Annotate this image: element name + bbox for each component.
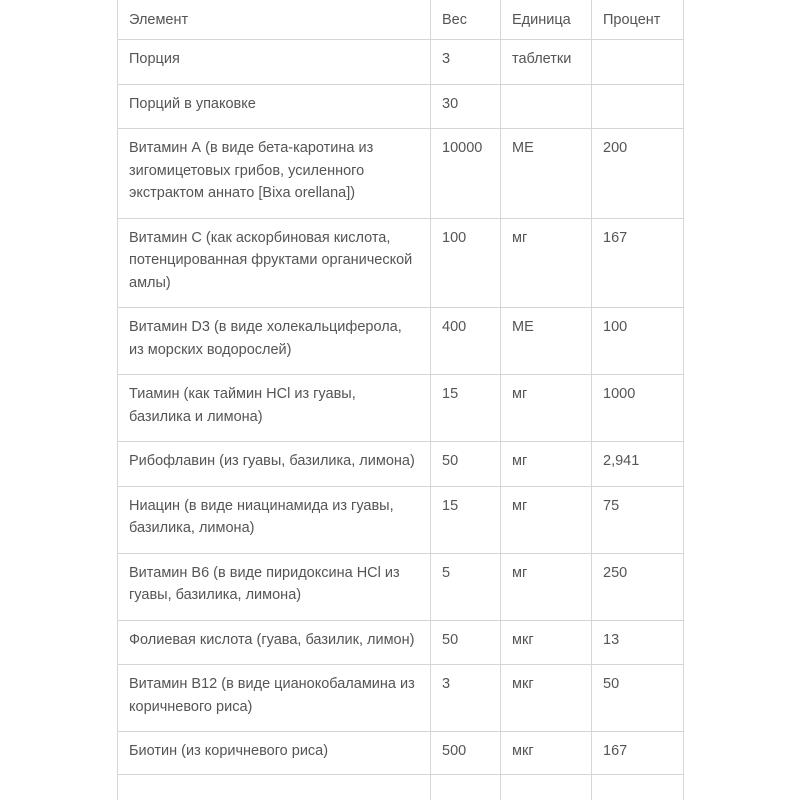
cell-element: Витамин А (в виде бета-каротина из зигомицетовых грибов, усиленного экстрактом аннато [Bixa orellana]) — [118, 129, 431, 219]
cell-weight: 3 — [431, 665, 501, 732]
nutrition-table — [117, 0, 684, 800]
table-row — [118, 442, 684, 487]
cell-unit: МЕ — [501, 129, 592, 219]
cell-element: Витамин В6 (в виде пиридоксина HCl из гуавы, базилика, лимона) — [118, 553, 431, 620]
cell-percent: 167 — [592, 218, 684, 308]
header-percent: Процент — [592, 0, 684, 40]
cell-percent — [592, 40, 684, 85]
cell-weight: 50 — [431, 620, 501, 665]
table-row — [118, 732, 684, 775]
cell-percent: 167 — [592, 732, 684, 775]
cell-unit: МЕ — [501, 308, 592, 375]
cell-element: Тиамин (как таймин HCl из гуавы, базилика и лимона) — [118, 375, 431, 442]
cell-element: Фолиевая кислота (гуава, базилик, лимон) — [118, 620, 431, 665]
header-element: Элемент — [118, 0, 431, 40]
cell-element — [118, 774, 431, 800]
cell-percent: 75 — [592, 486, 684, 553]
cell-unit — [501, 774, 592, 800]
cell-weight: 30 — [431, 84, 501, 129]
cell-weight: 15 — [431, 486, 501, 553]
cell-unit: мг — [501, 218, 592, 308]
cell-element: Витамин В12 (в виде цианокобаламина из коричневого риса) — [118, 665, 431, 732]
table-row — [118, 486, 684, 553]
table-row — [118, 40, 684, 85]
cell-unit: мг — [501, 553, 592, 620]
cell-element: Ниацин (в виде ниацинамида из гуавы, базилика, лимона) — [118, 486, 431, 553]
cell-percent: 1000 — [592, 375, 684, 442]
cell-percent — [592, 84, 684, 129]
cell-unit: мг — [501, 375, 592, 442]
cell-unit: мг — [501, 442, 592, 487]
cell-weight: 400 — [431, 308, 501, 375]
cell-weight: 15 — [431, 375, 501, 442]
cell-unit: мкг — [501, 665, 592, 732]
cell-weight: 3 — [431, 40, 501, 85]
cell-element: Витамин С (как аскорбиновая кислота, потенцированная фруктами органической амлы) — [118, 218, 431, 308]
cell-percent: 2,941 — [592, 442, 684, 487]
cell-element: Порций в упаковке — [118, 84, 431, 129]
cell-percent — [592, 774, 684, 800]
table-row — [118, 375, 684, 442]
cell-unit: мг — [501, 486, 592, 553]
cell-percent: 250 — [592, 553, 684, 620]
table-row — [118, 308, 684, 375]
table-row — [118, 620, 684, 665]
header-unit: Единица — [501, 0, 592, 40]
table-row — [118, 218, 684, 308]
cell-element: Порция — [118, 40, 431, 85]
cell-weight: 500 — [431, 732, 501, 775]
cell-weight: 50 — [431, 442, 501, 487]
cell-unit — [501, 84, 592, 129]
table-row — [118, 84, 684, 129]
cell-weight: 10000 — [431, 129, 501, 219]
cell-element: Рибофлавин (из гуавы, базилика, лимона) — [118, 442, 431, 487]
cell-unit: мкг — [501, 620, 592, 665]
cell-element: Биотин (из коричневого риса) — [118, 732, 431, 775]
cell-percent: 200 — [592, 129, 684, 219]
cell-unit: таблетки — [501, 40, 592, 85]
header-row — [118, 0, 684, 40]
cell-percent: 50 — [592, 665, 684, 732]
table-row — [118, 129, 684, 219]
cell-percent: 13 — [592, 620, 684, 665]
cell-weight: 5 — [431, 553, 501, 620]
table-row — [118, 553, 684, 620]
table-row — [118, 774, 684, 800]
cell-weight: 100 — [431, 218, 501, 308]
table-row — [118, 665, 684, 732]
header-weight: Вес — [431, 0, 501, 40]
cell-percent: 100 — [592, 308, 684, 375]
cell-element: Витамин D3 (в виде холекальциферола, из морских водорослей) — [118, 308, 431, 375]
cell-unit: мкг — [501, 732, 592, 775]
cell-weight — [431, 774, 501, 800]
